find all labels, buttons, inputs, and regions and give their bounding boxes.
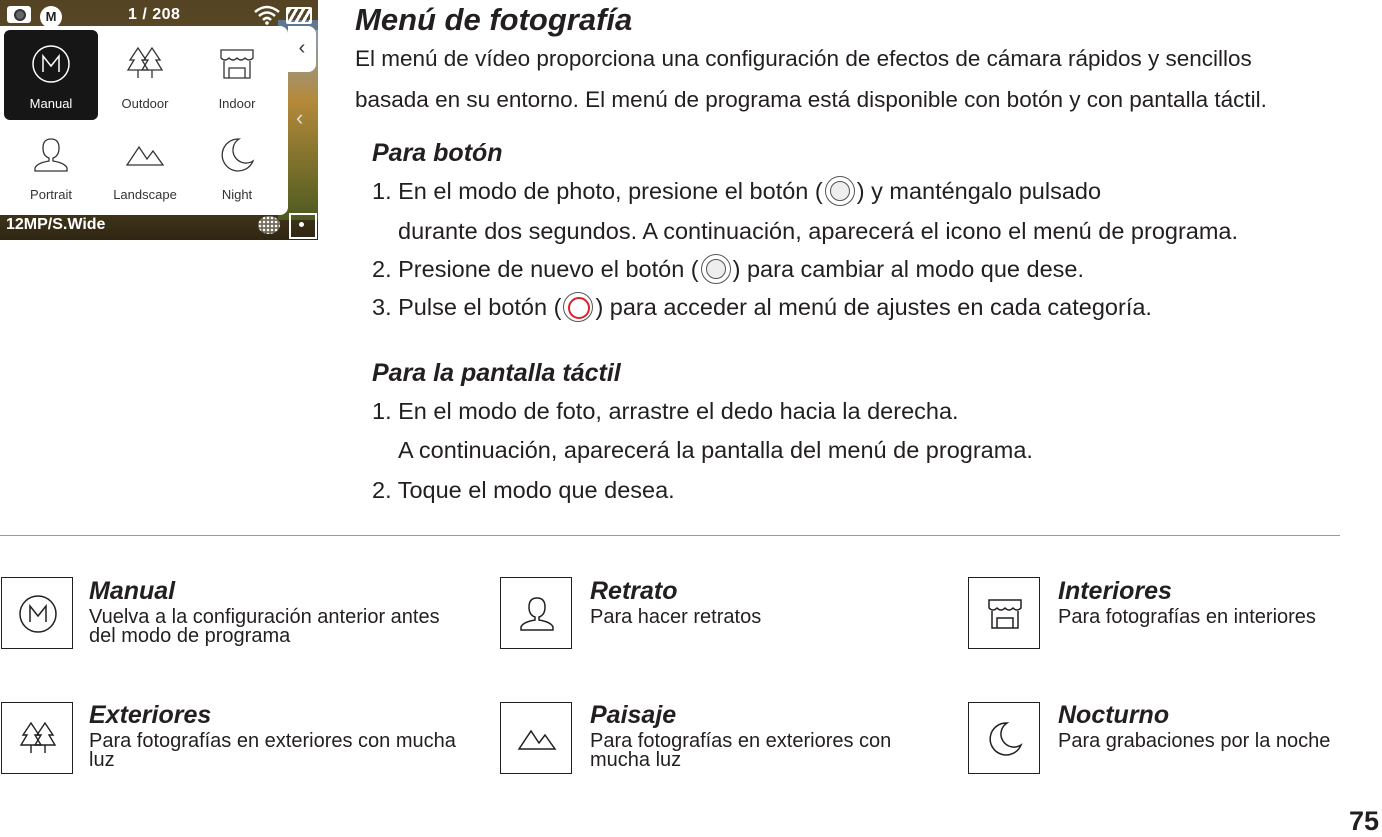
mode-outdoor[interactable]: [98, 30, 192, 120]
storefront-icon: [217, 44, 257, 84]
legend-desc: [1058, 732, 1330, 751]
moon-icon: [217, 135, 257, 175]
manual-m-icon: [31, 44, 71, 84]
button-step-1-cont: durante dos segundos. A continuación, aparecerá el icono el menú de programa.: [398, 218, 1239, 244]
touch-section-title: Para la pantalla táctil: [372, 359, 621, 387]
legend-icon-box: [968, 577, 1040, 649]
button-section-title: Para botón: [372, 139, 503, 167]
legend-desc: [89, 732, 456, 770]
legend-name: Exteriores: [89, 701, 212, 729]
photo-mode-icon: [7, 6, 31, 23]
button-step-3: [372, 294, 1152, 324]
legend-icon-box: [500, 577, 572, 649]
mode-label: Night: [221, 187, 253, 202]
step-text: 3. Pulse el botón (: [372, 294, 562, 321]
mode-landscape[interactable]: [98, 121, 192, 211]
resolution-label: 12MP/S.Wide: [6, 216, 106, 233]
mode-night[interactable]: [190, 121, 284, 211]
legend-name: Manual: [89, 577, 176, 605]
battery-icon: [286, 7, 312, 24]
divider: [0, 535, 1340, 536]
touch-step-2: 2. Toque el modo que desea.: [372, 477, 675, 503]
page-number: 75: [1349, 806, 1380, 836]
legend-desc-line: del modo de programa: [89, 625, 291, 647]
person-icon: [31, 135, 71, 175]
wifi-icon: [254, 5, 280, 25]
step-text: ) para cambiar al modo que dese.: [732, 256, 1085, 283]
mountain-icon: [517, 719, 557, 759]
program-menu-panel: [0, 26, 288, 215]
legend-icon-box: [968, 702, 1040, 774]
legend-name: Nocturno: [1058, 701, 1170, 729]
legend-desc-line: Vuelva a la configuración anterior antes: [89, 606, 440, 628]
button-step-2: [372, 256, 1084, 286]
mode-label: Portrait: [30, 187, 72, 202]
legend-desc: [590, 732, 891, 770]
moon-icon: [985, 719, 1025, 759]
step-text: 1. En el modo de photo, presione el botón (: [372, 178, 823, 205]
shot-counter: 1 / 208: [128, 6, 181, 23]
legend-desc: [89, 608, 440, 646]
step-text: 2. Presione de nuevo el botón (: [372, 256, 699, 283]
mode-badge: M: [40, 6, 62, 28]
touch-step-1: 1. En el modo de foto, arrastre el dedo hacia la derecha.: [372, 398, 959, 424]
touch-step-1-cont: A continuación, aparecerá la pantalla del menú de programa.: [398, 437, 1033, 463]
intro-line: El menú de vídeo proporciona una configuración de efectos de cámara rápidos y sencillos: [355, 46, 1252, 71]
trees-icon: [125, 44, 165, 84]
legend-name: Retrato: [590, 577, 678, 605]
mountain-icon: [125, 135, 165, 175]
legend-desc-line: Para fotografías en exteriores con: [590, 730, 892, 752]
button-step-1: [372, 178, 1101, 208]
person-icon: [517, 594, 557, 634]
mode-label: Indoor: [218, 96, 256, 111]
mode-indoor[interactable]: [190, 30, 284, 120]
mode-manual[interactable]: [4, 30, 98, 120]
record-button-icon: [563, 292, 593, 322]
step-text: ) y manténgalo pulsado: [856, 178, 1102, 205]
focus-dot-icon: [299, 222, 304, 227]
camera-screen: [0, 0, 318, 240]
manual-m-icon: [18, 594, 58, 634]
mode-label: Manual: [29, 96, 73, 111]
trees-icon: [18, 719, 58, 759]
legend-desc-line: luz: [89, 749, 115, 771]
legend-icon-box: [1, 702, 73, 774]
legend-desc-line: Para hacer retratos: [590, 606, 762, 628]
shutter-button-icon: [825, 176, 855, 206]
legend-desc: [590, 608, 761, 627]
legend-icon-box: [1, 577, 73, 649]
page-title: Menú de fotografía: [355, 2, 633, 37]
step-text: ) para acceder al menú de ajustes en cada categoría.: [595, 294, 1152, 321]
legend-icon-box: [500, 702, 572, 774]
legend-desc-line: Para fotografías en interiores: [1058, 606, 1316, 628]
mode-label: Landscape: [113, 187, 177, 202]
grid-icon: [258, 216, 280, 234]
legend-desc: [1058, 608, 1316, 627]
mode-label: Outdoor: [121, 96, 169, 111]
mode-portrait[interactable]: [4, 121, 98, 211]
legend-desc-line: Para fotografías en exteriores con mucha: [89, 730, 456, 752]
collapse-menu-button[interactable]: ‹: [288, 26, 316, 72]
legend-name: Interiores: [1058, 577, 1172, 605]
legend-desc-line: Para grabaciones por la noche: [1058, 730, 1331, 752]
legend-name: Paisaje: [590, 701, 677, 729]
intro-line: basada en su entorno. El menú de programa está disponible con botón y con pantalla táctil.: [355, 87, 1267, 112]
storefront-icon: [985, 594, 1025, 634]
side-chevron-icon: ‹: [296, 105, 304, 130]
shutter-button-icon: [701, 254, 731, 284]
intro-paragraph: [355, 38, 1380, 120]
legend-desc-line: mucha luz: [590, 749, 682, 771]
